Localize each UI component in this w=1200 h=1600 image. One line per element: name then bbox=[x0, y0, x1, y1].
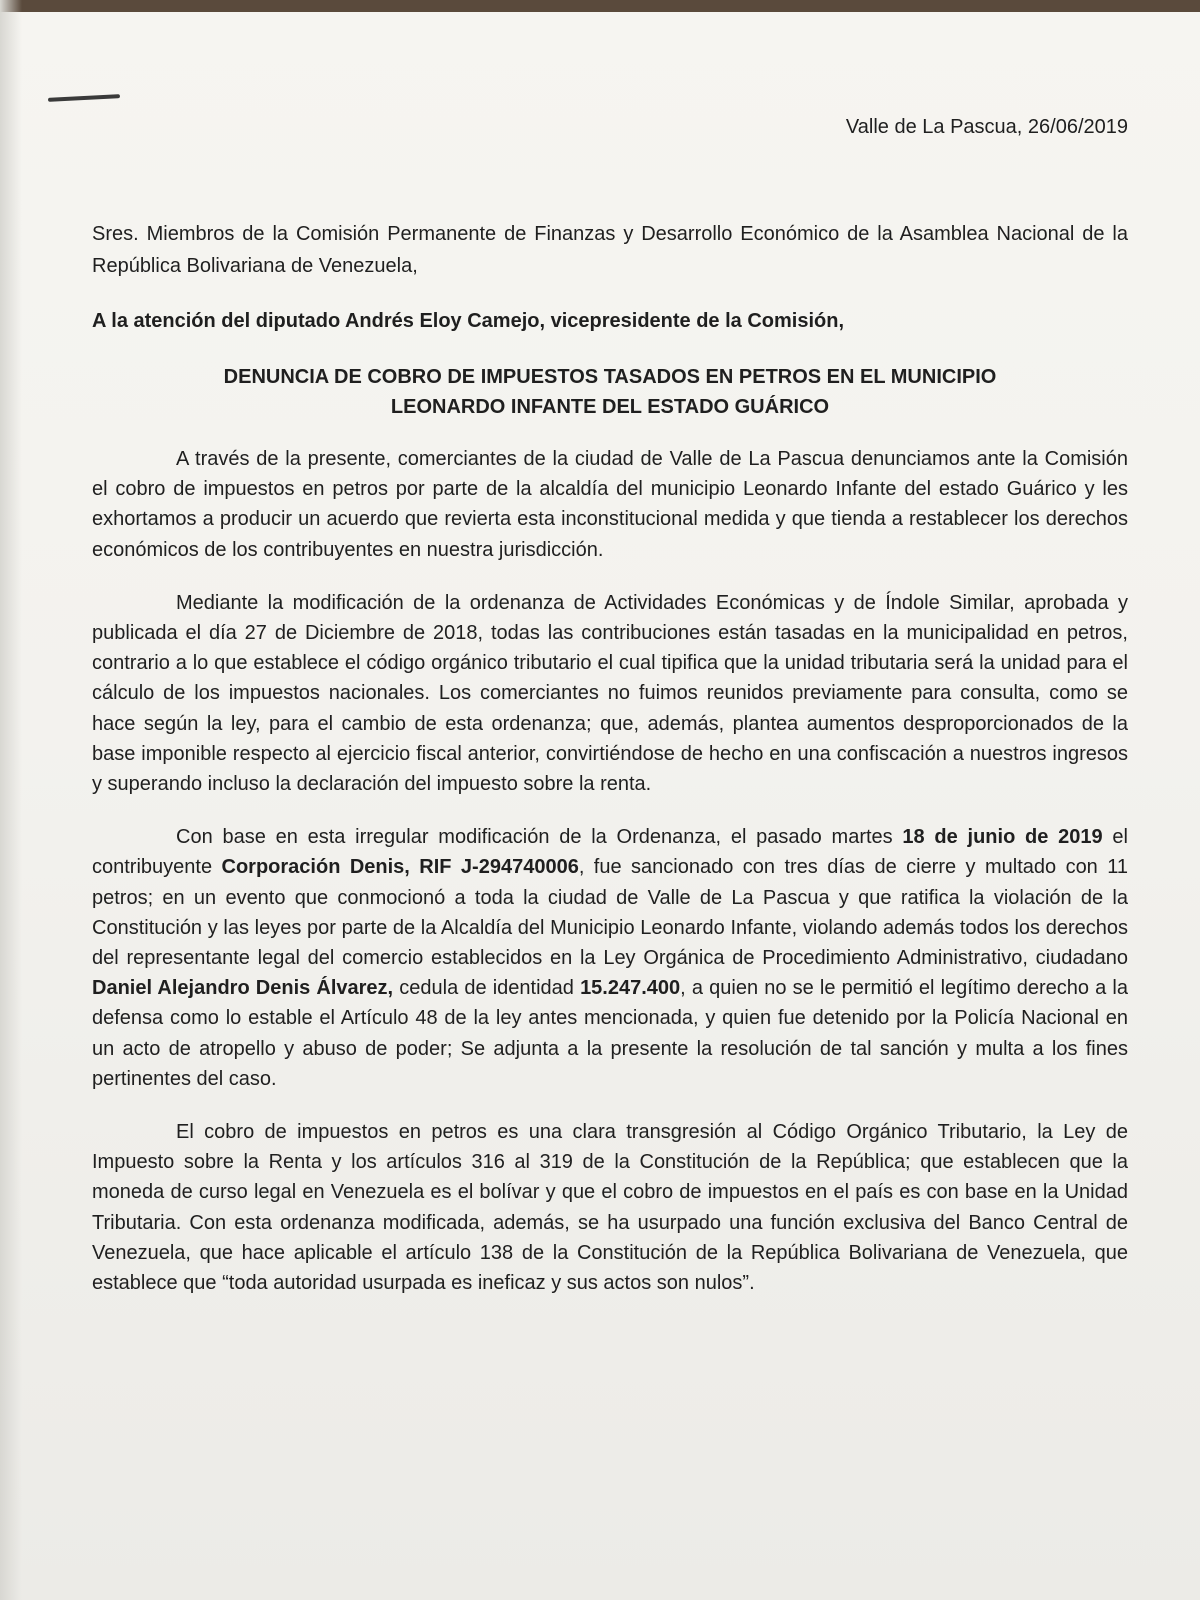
paragraph-3-text-5: , a quien no se le permitió el legítimo derecho a la defensa como lo estable el Artículo 48 de la ley antes mencionada, y quien fue detenido por la Policía Nacional en un acto de atropello y abuso de poder; Se adjunta a la presente la resolución de tal sanción y multa a los fines pertinentes del caso. bbox=[92, 977, 1128, 1090]
paragraph-1: A través de la presente, comerciantes de la ciudad de Valle de La Pascua denunciamos ante la Comisión el cobro de impuestos en petros por parte de la alcaldía del municipio Leonardo Infante del estado Guárico y les exhortamos a producir un acuerdo que revierta esta inconstitucional medida y que tienda a restablecer los derechos económicos de los contribuyentes en nuestra jurisdicción. bbox=[92, 448, 1128, 561]
letter-attention: A la atención del diputado Andrés Eloy Camejo, vicepresidente de la Comisión, bbox=[92, 310, 845, 332]
paragraph-2: Mediante la modificación de la ordenanza de Actividades Económicas y de Índole Similar, aprobada y publicada el día 27 de Diciembre de 2018, todas las contribuciones están tasadas en la municipalidad en petros, contrario a lo que establece el código orgánico tributario el cual tipifica que la unidad tributaria será la unidad para el cálculo de los impuestos nacionales. Los comerciantes no fuimos reunidos previamente para consulta, como se hace según la ley, para el cambio de esta ordenanza; que, además, plantea aumentos desproporcionados de la base imponible respecto al ejercicio fiscal anterior, convirtiéndose de hecho en una confiscación a nuestros ingresos y superando incluso la declaración del impuesto sobre la renta. bbox=[92, 591, 1128, 796]
paragraph-3-company: Corporación Denis, RIF J-294740006 bbox=[221, 856, 579, 879]
letter-body bbox=[92, 112, 1128, 1321]
paragraph-3-date: 18 de junio de 2019 bbox=[902, 826, 1103, 849]
paragraph-3-text-1: Con base en esta irregular modificación de la Ordenanza, el pasado martes bbox=[176, 826, 903, 849]
letter-addressee: Sres. Miembros de la Comisión Permanente de Finanzas y Desarrollo Económico de la Asamblea Nacional de la República Bolivariana de Venezuela, bbox=[92, 223, 1128, 277]
letter-title-line-1: DENUNCIA DE COBRO DE IMPUESTOS TASADOS EN PETROS EN EL MUNICIPIO bbox=[223, 366, 997, 388]
paragraph-3-text-2: el contribuyente bbox=[92, 826, 1129, 879]
letter-title bbox=[92, 362, 1128, 422]
paragraph-3-id-number: 15.247.400 bbox=[580, 977, 681, 1000]
paragraph-3-text-4: cedula de identidad bbox=[393, 977, 581, 1000]
paragraph-3-text-3: , fue sancionado con tres días de cierre y multado con 11 petros; en un evento que conmocionó a toda la ciudad de Valle de La Pascua y que ratifica la violación de la Constitución y las leyes por parte de la Alcaldía del Municipio Leonardo Infante, violando además todos los derechos del representante legal del comercio establecidos en la Ley Orgánica de Procedimiento Administrativo, ciudadano bbox=[92, 856, 1128, 970]
letter-date: Valle de La Pascua, 26/06/2019 bbox=[845, 116, 1128, 138]
paragraph-3-citizen: Daniel Alejandro Denis Álvarez, bbox=[92, 977, 394, 1000]
letter-title-line-2: LEONARDO INFANTE DEL ESTADO GUÁRICO bbox=[390, 396, 830, 418]
table-edge bbox=[0, 0, 1200, 12]
page-shadow bbox=[0, 0, 22, 1600]
paragraph-4: El cobro de impuestos en petros es una clara transgresión al Código Orgánico Tributario, la Ley de Impuesto sobre la Renta y los artículos 316 al 319 de la Constitución de la República; que establecen que la moneda de curso legal en Venezuela es el bolívar y que el cobro de impuestos en el país es con base en la Unidad Tributaria. Con esta ordenanza modificada, además, se ha usurpado una función exclusiva del Banco Central de Venezuela, que hace aplicable el artículo 138 de la Constitución de la República Bolivariana de Venezuela, que establece que “toda autoridad usurpada es ineficaz y sus actos son nulos”. bbox=[92, 1121, 1128, 1295]
paragraph-3 bbox=[92, 822, 1128, 1094]
pen-mark bbox=[48, 94, 120, 102]
